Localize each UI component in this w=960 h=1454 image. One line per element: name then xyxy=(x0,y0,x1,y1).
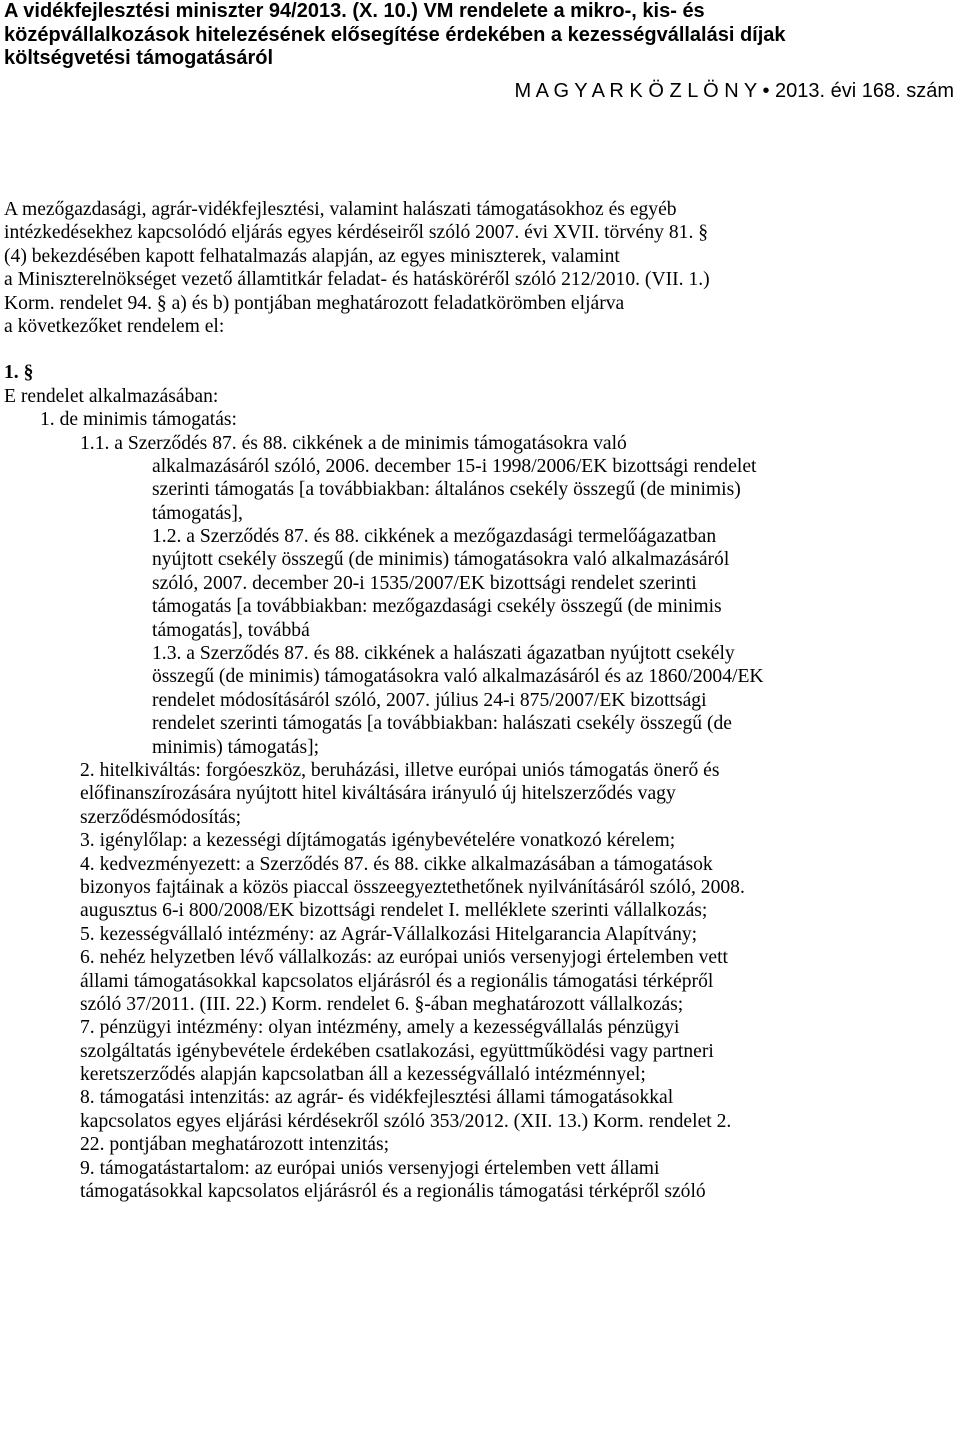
subitem-line: 1.3. a Szerződés 87. és 88. cikkének a halászati ágazatban nyújtott csekély xyxy=(152,643,735,665)
subitem-line: minimis) támogatás]; xyxy=(152,736,320,758)
subitem-1-2 xyxy=(4,525,960,642)
preamble xyxy=(4,198,960,338)
section-label: 1. § xyxy=(4,362,34,384)
definition-line: keretszerződés alapján kapcsolatban áll a kezességvállaló intézménnyel; xyxy=(80,1064,646,1086)
title-line: A vidékfejlesztési miniszter 94/2013. (X. 10.) VM rendelete a mikro-, kis- és xyxy=(4,0,705,22)
definition-line: kapcsolatos egyes eljárási kérdésekről szóló 353/2012. (XII. 13.) Korm. rendelet 2. xyxy=(80,1110,732,1132)
subitem-1-3 xyxy=(4,642,960,759)
definition-line: 22. pontjában meghatározott intenzitás; xyxy=(80,1134,390,1156)
definition-item xyxy=(4,759,960,829)
subitem-line: támogatás [a továbbiakban: mezőgazdasági csekély összegű (de minimis xyxy=(152,596,722,618)
subitem-1-1 xyxy=(4,432,960,526)
subitem-line: 1.1. a Szerződés 87. és 88. cikkének a de minimis támogatásokra való xyxy=(80,432,627,454)
definition-line: 2. hitelkiváltás: forgóeszköz, beruházási, illetve európai uniós támogatás önerő és xyxy=(80,759,720,781)
definition-item xyxy=(4,1086,960,1156)
definition-line: bizonyos fajtáinak a közös piaccal összeegyeztethetőnek nyilvánításáról szóló, 2008. xyxy=(80,876,745,898)
definition-line: augusztus 6-i 800/2008/EK bizottsági rendelet I. melléklete szerinti vállalkozás; xyxy=(80,900,708,922)
definition-item xyxy=(4,946,960,1016)
subitem-line: rendelet módosításáról szóló, 2007. július 24-i 875/2007/EK bizottsági xyxy=(152,689,707,711)
subitem-line: támogatás], továbbá xyxy=(152,619,310,641)
title-line: középvállalkozások hitelezésének elősegítése érdekében a kezességvállalási díjak xyxy=(4,23,786,46)
definition-line: szolgáltatás igénybevétele érdekében csatlakozási, együttműködési vagy partneri xyxy=(80,1040,714,1062)
definition-line: 8. támogatási intenzitás: az agrár- és vidékfejlesztési állami támogatásokkal xyxy=(80,1087,674,1109)
definition-item xyxy=(4,1157,960,1204)
definition-item xyxy=(4,829,960,852)
subitem-line: nyújtott csekély összegű (de minimis) támogatásokra való alkalmazásáról xyxy=(152,549,730,571)
definition-line: 5. kezességvállaló intézmény: az Agrár-Vállalkozási Hitelgarancia Alapítvány; xyxy=(80,923,698,945)
definition-title: 1. de minimis támogatás: xyxy=(40,409,237,431)
subitem-line: 1.2. a Szerződés 87. és 88. cikkének a mezőgazdasági termelőágazatban xyxy=(152,526,717,548)
definition-line: 3. igénylőlap: a kezességi díjtámogatás igénybevételére vonatkozó kérelem; xyxy=(80,830,676,852)
definition-line: 9. támogatástartalom: az európai uniós versenyjogi értelemben vett állami xyxy=(80,1157,660,1179)
definition-line: támogatásokkal kapcsolatos eljárásról és a regionális támogatási térképről szóló xyxy=(80,1181,706,1203)
title-line: költségvetési támogatásáról xyxy=(4,47,273,69)
subitem-line: támogatás], xyxy=(152,502,243,524)
gazette-masthead: M A G Y A R K Ö Z L Ö N Y • 2013. évi 168. szám xyxy=(514,80,954,102)
preamble-line: (4) bekezdésében kapott felhatalmazás alapján, az egyes miniszterek, valamint xyxy=(4,245,620,267)
document-title xyxy=(4,0,956,71)
subitem-line: rendelet szerinti támogatás [a továbbiakban: halászati csekély összegű (de xyxy=(152,713,732,735)
definition-line: 4. kedvezményezett: a Szerződés 87. és 88. cikke alkalmazásában a támogatások xyxy=(80,853,713,875)
subitem-line: alkalmazásáról szóló, 2006. december 15-i 1998/2006/EK bizottsági rendelet xyxy=(152,455,757,477)
subitem-line: szóló, 2007. december 20-i 1535/2007/EK bizottsági rendelet szerinti xyxy=(152,572,697,594)
preamble-line: a következőket rendelem el: xyxy=(4,315,225,337)
definition-item xyxy=(4,1016,960,1086)
definition-line: szerződésmódosítás; xyxy=(80,806,242,828)
preamble-line: intézkedésekhez kapcsolódó eljárás egyes kérdéseiről szóló 2007. évi XVII. törvény 81. § xyxy=(4,222,709,244)
preamble-line: a Miniszterelnökséget vezető államtitkár feladat- és hatásköréről szóló 212/2010. (VII. 1.) xyxy=(4,269,710,291)
definition-list xyxy=(4,759,960,1203)
definition-item xyxy=(4,923,960,946)
subitem-line: szerinti támogatás [a továbbiakban: általános csekély összegű (de minimis) xyxy=(152,479,741,501)
document-body xyxy=(4,198,960,1203)
definition-item xyxy=(4,853,960,923)
definition-line: előfinanszírozására nyújtott hitel kiváltására irányuló új hitelszerződés vagy xyxy=(80,783,676,805)
definition-line: 7. pénzügyi intézmény: olyan intézmény, amely a kezességvállalás pénzügyi xyxy=(80,1017,680,1039)
definition-line: 6. nehéz helyzetben lévő vállalkozás: az európai uniós versenyjogi értelemben vett xyxy=(80,947,728,969)
subitem-line: összegű (de minimis) támogatásokra való alkalmazásáról és az 1860/2004/EK xyxy=(152,666,764,688)
section-intro: E rendelet alkalmazásában: xyxy=(4,385,219,407)
preamble-line: Korm. rendelet 94. § a) és b) pontjában meghatározott feladatkörömben eljárva xyxy=(4,292,625,314)
definition-line: szóló 37/2011. (III. 22.) Korm. rendelet 6. §-ában meghatározott vállalkozás; xyxy=(80,993,684,1015)
preamble-line: A mezőgazdasági, agrár-vidékfejlesztési, valamint halászati támogatásokhoz és egyéb xyxy=(4,199,677,220)
definition-line: állami támogatásokkal kapcsolatos eljárásról és a regionális támogatási térképről xyxy=(80,970,714,992)
